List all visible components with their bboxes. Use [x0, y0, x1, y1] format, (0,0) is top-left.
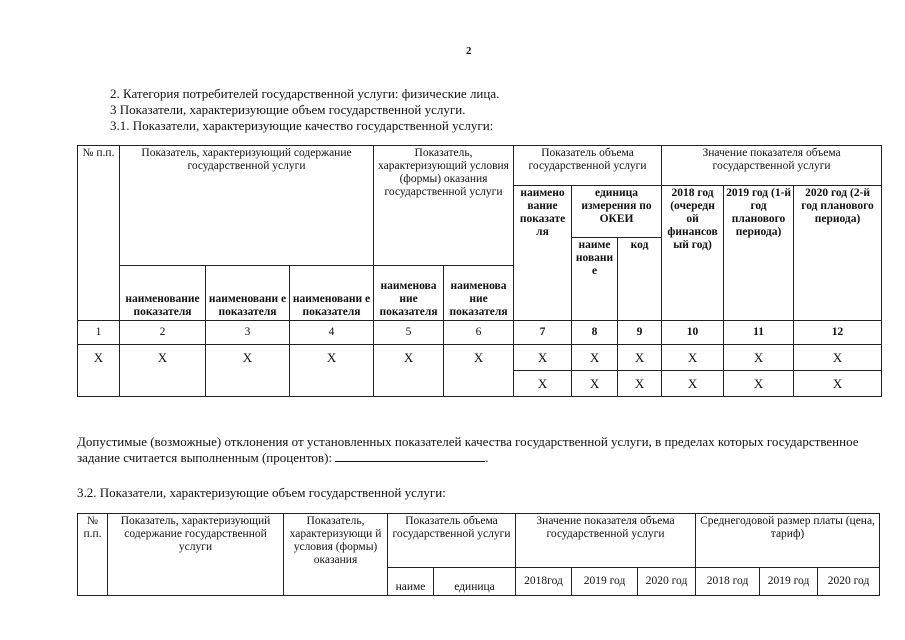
sentence-end: . [485, 450, 489, 465]
volume-indicators-section-heading: 3.2. Показатели, характеризующие объем государственной услуги: [77, 485, 446, 500]
x-cell: X [572, 345, 618, 371]
percent-blank-field[interactable] [335, 450, 485, 462]
header-unit-name: наиме новани е [572, 238, 618, 321]
x-cell: X [514, 345, 572, 371]
header-average-fee: Среднегодовой размер платы (цена, тариф) [696, 514, 880, 568]
volume-indicators-heading: 3 Показатели, характеризующие объем государственной услуги. [110, 102, 466, 117]
x-cell: X [120, 345, 206, 397]
x-cell: X [514, 371, 572, 397]
x-cell: X [662, 371, 724, 397]
column-number: 5 [374, 321, 444, 345]
header-indicator-name: наимено вание показате ля [514, 186, 572, 321]
subheader-name-5: наименова ние показателя [444, 266, 514, 321]
x-cell: X [618, 345, 662, 371]
x-cell: X [794, 345, 882, 371]
header-conditions-indicator: Показатель, характеризующи й условия (формы) оказания [284, 514, 388, 596]
header-year-2019: 2019 год (1-й год планового периода) [724, 186, 794, 321]
header-row-number: № п.п. [78, 146, 120, 321]
subheader-name-1: наименование показателя [120, 266, 206, 321]
column-number: 3 [206, 321, 290, 345]
x-cell: X [290, 345, 374, 397]
x-cell: X [662, 345, 724, 371]
header-year-2020: 2020 год (2-й год планового периода) [794, 186, 882, 321]
column-number: 7 [514, 321, 572, 345]
consumer-category-line: 2. Категория потребителей государственной услуги: физические лица. [110, 86, 500, 101]
header-year-2018: 2018 год (очередн ой финансов ый год) [662, 186, 724, 321]
subheader-name-2: наименовани е показателя [206, 266, 290, 321]
x-cell: X [444, 345, 514, 397]
x-cell: X [794, 371, 882, 397]
column-number: 1 [78, 321, 120, 345]
column-number: 12 [794, 321, 882, 345]
subheader-name-4: наименова ние показателя [374, 266, 444, 321]
subheader-name-3: наименовани е показателя [290, 266, 374, 321]
header-volume-indicator: Показатель объема государственной услуги [514, 146, 662, 186]
value-year-2019: 2019 год [572, 568, 638, 596]
column-number: 8 [572, 321, 618, 345]
subheader-name: наиме [388, 568, 434, 596]
header-row-number: № п.п. [78, 514, 108, 596]
page-number: 2 [466, 45, 472, 57]
header-content-indicator: Показатель, характеризующий содержание государственной услуги [108, 514, 284, 596]
fee-year-2019: 2019 год [760, 568, 818, 596]
column-number: 4 [290, 321, 374, 345]
volume-indicators-table [77, 513, 880, 596]
x-cell: X [618, 371, 662, 397]
x-cell: X [572, 371, 618, 397]
header-content-indicator: Показатель, характеризующий содержание государственной услуги [120, 146, 374, 266]
header-volume-value: Значение показателя объема государственной услуги [662, 146, 882, 186]
column-number: 11 [724, 321, 794, 345]
header-volume-indicator: Показатель объема государственной услуги [388, 514, 516, 568]
fee-year-2020: 2020 год [818, 568, 880, 596]
x-cell: X [724, 345, 794, 371]
fee-year-2018: 2018 год [696, 568, 760, 596]
column-number: 6 [444, 321, 514, 345]
header-volume-value: Значение показателя объема государственной услуги [516, 514, 696, 568]
subheader-unit: единица [434, 568, 516, 596]
x-cell: X [206, 345, 290, 397]
column-number: 2 [120, 321, 206, 345]
column-number: 10 [662, 321, 724, 345]
header-okei-unit: единица измерения по ОКЕИ [572, 186, 662, 238]
value-year-2018: 2018год [516, 568, 572, 596]
x-cell: X [78, 345, 120, 397]
header-conditions-indicator: Показатель, характеризующий условия (формы) оказания государственной услуги [374, 146, 514, 266]
column-number: 9 [618, 321, 662, 345]
x-cell: X [374, 345, 444, 397]
header-unit-code: код [618, 238, 662, 321]
quality-indicators-table [77, 145, 882, 397]
x-cell: X [724, 371, 794, 397]
value-year-2020: 2020 год [638, 568, 696, 596]
quality-indicators-heading: 3.1. Показатели, характеризующие качество государственной услуги: [110, 118, 494, 133]
allowed-deviation-text: Допустимые (возможные) отклонения от установленных показателей качества государственной услуги, в пределах которых государственное задание считается выполненным (процентов): [77, 434, 859, 465]
allowed-deviation-paragraph [77, 434, 877, 466]
